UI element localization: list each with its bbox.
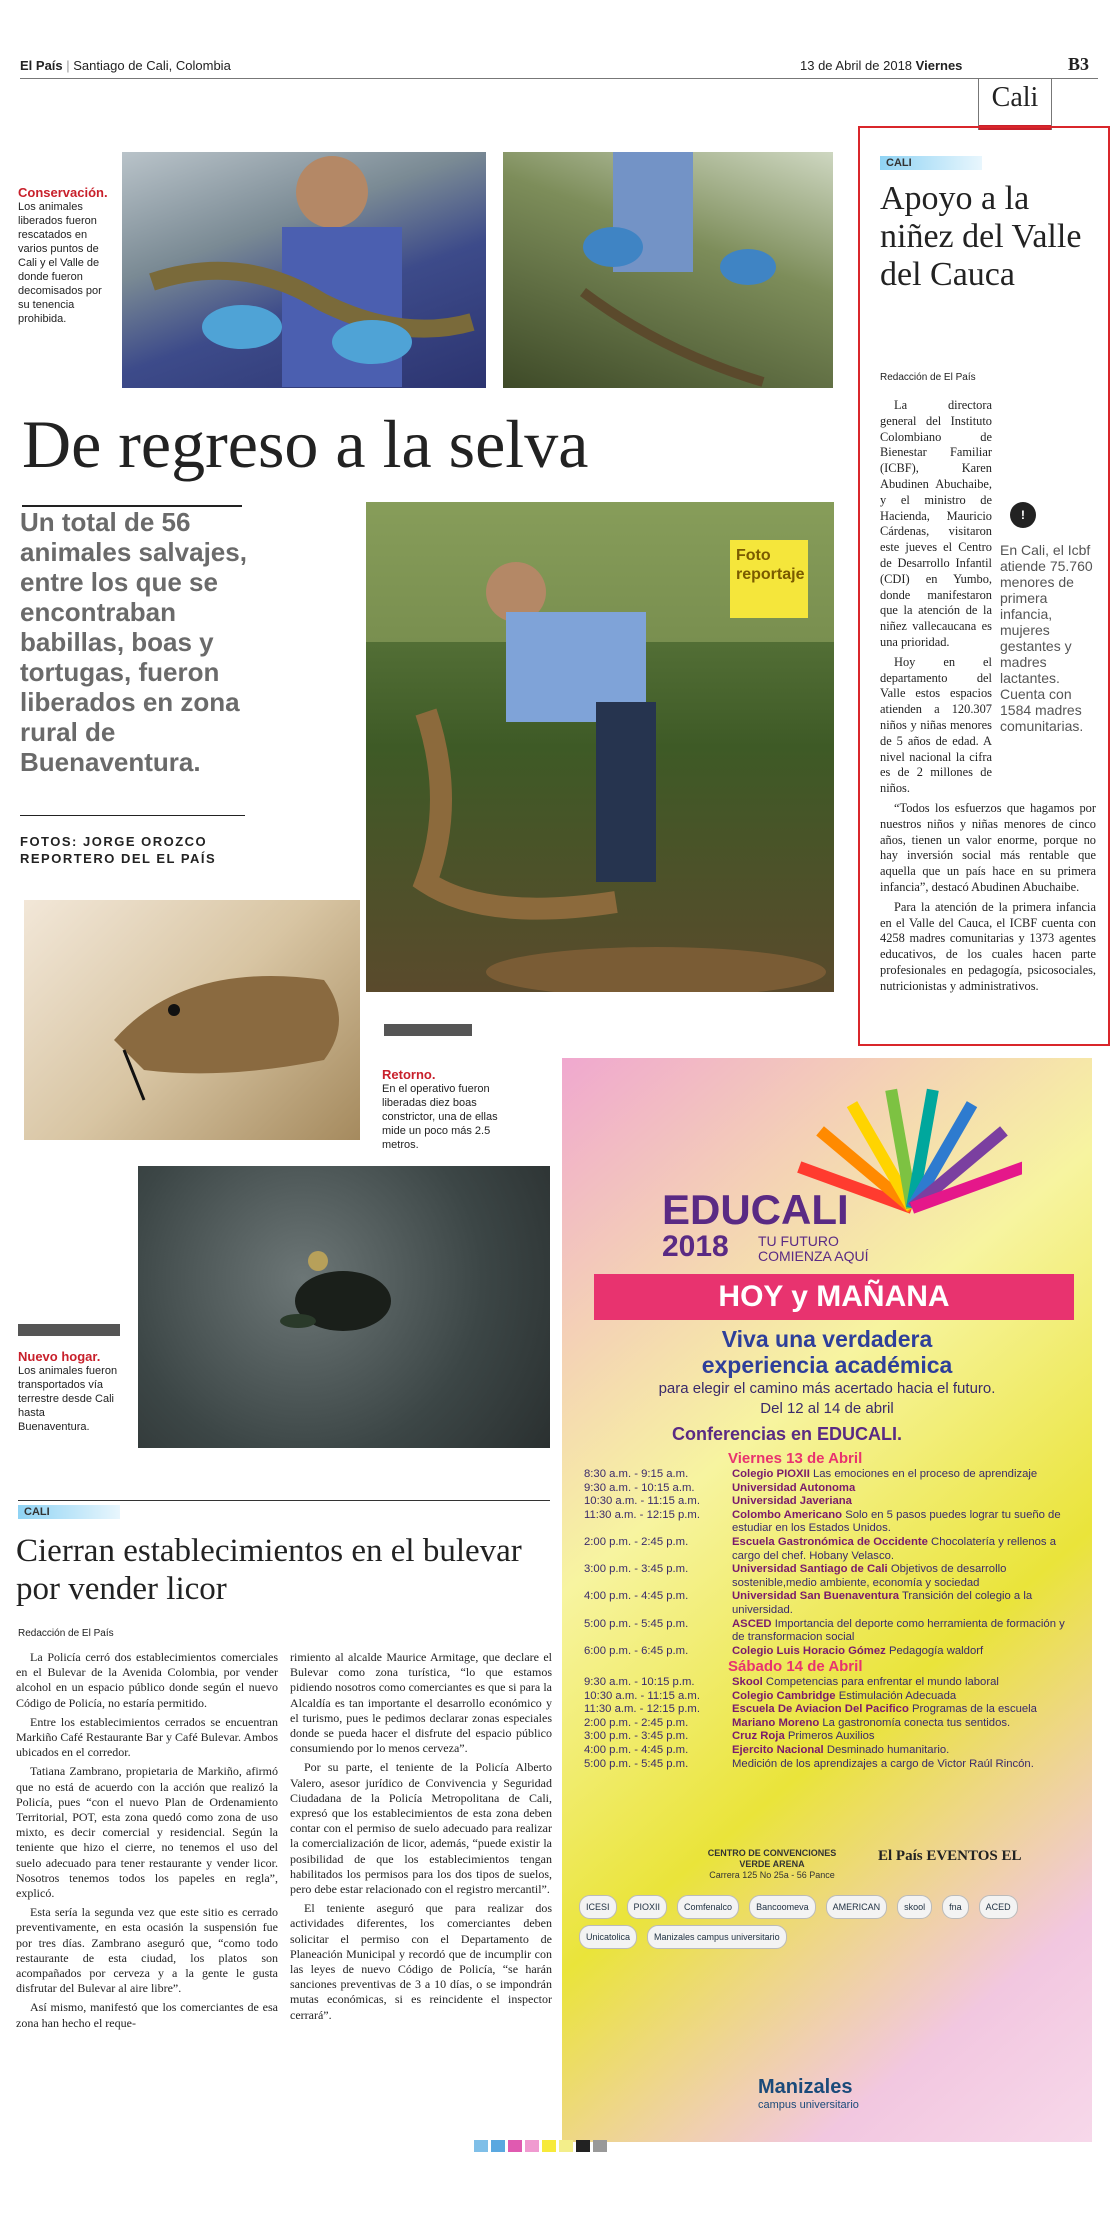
ad-tagline-2: COMIENZA AQUÍ xyxy=(758,1248,869,1264)
photo-story-title: De regreso a la selva xyxy=(22,406,589,482)
schedule-row xyxy=(584,1509,1074,1536)
schedule-time: 9:30 a.m. - 10:15 a.m. xyxy=(584,1481,695,1494)
article-paragraph: rimiento al alcalde Maurice Armitage, que declare el Bulevar como zona turística, “lo que estamos pidiendo nosotros como comerciantes es que si para la Alcaldía es tan importante el desarrollo económico y el turismo, pues le pedimos declarar zonas especiales donde se pueda hacer el disfrute del espacio público consumiendo por lo menos cerveza”. xyxy=(290,1650,552,1756)
sidebar-byline: Redacción de El País xyxy=(880,372,976,383)
sidebar-article xyxy=(858,126,1110,1046)
sponsor-logo: ICESI xyxy=(579,1895,617,1919)
ad-tagline xyxy=(758,1234,868,1264)
color-registration-strip xyxy=(474,2140,607,2152)
caption-bar-nuevo-hogar xyxy=(18,1324,120,1336)
schedule-text: Las emociones en el proceso de aprendizaje xyxy=(812,1468,1038,1480)
sponsor-logo: ACED xyxy=(979,1895,1018,1919)
sponsor-logo: Comfenalco xyxy=(677,1895,739,1919)
schedule-time: 10:30 a.m. - 11:15 a.m. xyxy=(584,1495,700,1508)
ad-day2: Sábado 14 de Abril xyxy=(728,1658,863,1675)
schedule-time: 11:30 a.m. - 12:15 p.m. xyxy=(584,1703,700,1716)
schedule-org: Colegio PIOXII xyxy=(732,1468,810,1480)
schedule-text: Estimulación Adecuada xyxy=(838,1689,957,1702)
ad-conf-title: Conferencias en EDUCALI. xyxy=(672,1424,903,1444)
sidebar-paragraph: La directora general del Instituto Colombiano de Bienestar Familiar (ICBF), Karen Abudinen Abuchaibe, y el ministro de Hacienda, Mauricio Cárdenas, visitaron este jueves el Centro de Desarrollo Infantil (CDI) en Yumbo, donde manifestaron que la atención de la niñez vallecaucana es una prioridad. xyxy=(880,398,992,649)
swatch-black xyxy=(576,2140,590,2152)
bottom-article-rule xyxy=(18,1500,550,1501)
schedule-time: 11:30 a.m. - 12:15 p.m. xyxy=(584,1508,700,1521)
swatch-grey xyxy=(593,2140,607,2152)
schedule-time: 8:30 a.m. - 9:15 a.m. xyxy=(584,1468,689,1480)
schedule-org: Mariano Moreno xyxy=(732,1716,820,1729)
schedule-row xyxy=(584,1758,1074,1772)
caption-title: Retorno. xyxy=(382,1067,436,1082)
schedule-row xyxy=(584,1482,1074,1496)
sponsor-logo: fna xyxy=(942,1895,969,1919)
bottom-article-col1 xyxy=(16,1650,278,2035)
article-paragraph: Tatiana Zambrano, propietaria de Markiño, afirmó que no está de acuerdo con la acción que realizó la Policía, pues “con el nuevo Plan de Ordenamiento Territorial, POT, esta zona quedó como zona de uso mixto, es decir comercial y residencial. Según la teniente que hizo el cierre, no tenemos el uso del suelo adecuado para tener restaurante y vender licor. Nosotros tenemos todos los papeles en regla”, explicó. xyxy=(16,1764,278,1901)
issue-date: 13 de Abril de 2018 xyxy=(800,58,913,73)
exclamation-icon: ! xyxy=(1010,502,1036,528)
photo-credit-role: REPORTERO DEL EL PAÍS xyxy=(20,851,217,866)
photo-boa-head xyxy=(24,900,360,1140)
sponsor-logo: AMERICAN xyxy=(826,1895,888,1919)
factbox-text: En Cali, el Icbf atiende 75.760 menores de primera infancia, mujeres gestantes y madres lactantes. Cuenta con 1584 madres comunitarias. xyxy=(1000,542,1093,734)
ad-venue xyxy=(692,1848,852,1881)
article-paragraph: Así mismo, manifestó que los comerciantes de esa zona han hecho el reque- xyxy=(16,2000,278,2030)
ad-year: 2018 xyxy=(662,1230,729,1263)
schedule-row xyxy=(584,1536,1074,1563)
schedule-time: 5:00 p.m. - 5:45 p.m. xyxy=(584,1757,689,1770)
issue-weekday: Viernes xyxy=(915,58,963,73)
article-paragraph: El teniente aseguró que para realizar dos actividades diferentes, los comerciantes deben solicitar el permiso con el Departamento de Planeación Municipal y recordó que de incumplir con las leyes de nuevo Código de Policía, “se harán sanciones preventivas de 3 a 10 días, o se impondrán mutas económicas, si es reincidente el inspector cerrará”. xyxy=(290,1901,552,2022)
section-label: Cali xyxy=(991,82,1039,113)
photo-turtle-water xyxy=(138,1166,550,1448)
dateline-city: Santiago de Cali, Colombia xyxy=(73,58,231,73)
caption-bar-retorno xyxy=(384,1024,472,1036)
venue-line-1: CENTRO DE CONVENCIONES xyxy=(707,1848,837,1858)
schedule-row xyxy=(584,1468,1074,1482)
ad-headline-1: Viva una verdadera xyxy=(721,1326,933,1352)
hands-illustration xyxy=(503,152,833,388)
iguana-illustration xyxy=(122,152,486,388)
sidebar-paragraph: Hoy en el departamento del Valle estos espacios atienden a 120.307 niños y niñas menores de 5 años de edad. A nivel nacional la cifra es de 2 millones de niños. xyxy=(880,654,992,796)
schedule-row xyxy=(584,1703,1074,1717)
schedule-org: Universidad Autonoma xyxy=(732,1481,856,1494)
ad-day1-schedule xyxy=(584,1468,1074,1658)
sidebar-title: Apoyo a la niñez del Valle del Cauca xyxy=(880,180,1082,293)
schedule-text: Importancia del deporte como herramienta de formación y de transformacion social xyxy=(732,1617,1065,1644)
photo-story-subtitle: Un total de 56 animales salvajes, entre los que se encontraban babillas, boas y tortugas, fueron liberados en zona rural de Buenaventura. xyxy=(20,507,247,777)
swatch-pink xyxy=(525,2140,539,2152)
schedule-time: 3:00 p.m. - 3:45 p.m. xyxy=(584,1563,689,1576)
ad-headline-2: experiencia académica xyxy=(701,1352,953,1378)
schedule-time: 6:00 p.m. - 6:45 p.m. xyxy=(584,1644,689,1657)
swatch-blue xyxy=(491,2140,505,2152)
swatch-magenta xyxy=(508,2140,522,2152)
photo-credit xyxy=(20,833,216,867)
bottom-article-col2 xyxy=(290,1650,552,2027)
schedule-time: 4:00 p.m. - 4:45 p.m. xyxy=(584,1743,689,1756)
schedule-row xyxy=(584,1730,1074,1744)
schedule-org: ASCED xyxy=(732,1617,772,1630)
schedule-org: Colegio Cambridge xyxy=(732,1689,836,1702)
ad-day2-schedule xyxy=(584,1676,1074,1771)
bottom-article-tag: CALI xyxy=(18,1505,120,1519)
schedule-text: Transición del colegio a la universidad. xyxy=(732,1590,1033,1616)
caption-nuevo-hogar xyxy=(18,1350,118,1434)
schedule-time: 10:30 a.m. - 11:15 a.m. xyxy=(584,1689,700,1702)
schedule-org: Universidad San Buenaventura xyxy=(732,1590,899,1603)
schedule-time: 5:00 p.m. - 5:45 p.m. xyxy=(584,1617,689,1630)
schedule-text: Objetivos de desarrollo sostenible,medio ambiente, economía y sociedad xyxy=(732,1563,1007,1589)
ad-tagline-1: TU FUTURO xyxy=(758,1233,839,1249)
schedule-text: Programas de la escuela xyxy=(912,1703,1037,1716)
schedule-text: Medición de los aprendizajes a cargo de Victor Raúl Rincón. xyxy=(732,1757,1034,1770)
credit-rule xyxy=(20,815,245,816)
schedule-org: Escuela Gastronómica de Occidente xyxy=(732,1535,928,1548)
schedule-row xyxy=(584,1645,1074,1659)
page-header-right xyxy=(800,58,962,73)
schedule-row xyxy=(584,1690,1074,1704)
sponsor-logo: Manizales campus universitario xyxy=(647,1925,787,1949)
article-paragraph: Esta sería la segunda vez que este sitio es cerrado preventivamente, en esta ocasión la suspensión fue por tres días. Zambrano aseguró que, “como todo restaurante de esta ciudad, los platos son acompañados por cerveza y a la gente le gusta disfrutar del Bulevar al aire libre”. xyxy=(16,1905,278,1996)
schedule-text: Competencias para enfrentar el mundo laboral xyxy=(765,1676,999,1688)
educali-ad xyxy=(562,1058,1092,2142)
bottom-article-title: Cierran establecimientos en el bulevar por vender licor xyxy=(16,1533,522,1607)
schedule-text: Pedagogía waldorf xyxy=(888,1644,984,1657)
schedule-org: Universidad Javeriana xyxy=(732,1495,852,1508)
sidebar-paragraph: Para la atención de la primera infancia en el Valle del Cauca, el ICBF cuenta con 4258 madres comunitarias y 1373 agentes educativos, de los cuales hacen parte profesionales en pedagogía, psicosociales, nutricionistas y administrativos. xyxy=(880,899,1096,993)
photo-release-ground xyxy=(503,152,833,388)
bottom-article-byline: Redacción de El País xyxy=(18,1628,114,1639)
article-paragraph: Entre los establecimientos cerrados se encuentran Markiño Café Restaurante Bar y Café Bulevar. Ambos ubicados en el corredor. xyxy=(16,1714,278,1760)
sidebar-paragraph: “Todos los esfuerzos que hagamos por nuestros niños y niñas menores de cinco años, tienen un valor enorme, porque no hay inversión social más rentable que aquella que un país hace en su primera infancia”, destacó Abudinen Abuchaibe. xyxy=(880,800,1096,894)
schedule-row xyxy=(584,1618,1074,1645)
ad-banner: HOY y MAÑANA xyxy=(594,1274,1074,1320)
schedule-time: 9:30 a.m. - 10:15 p.m. xyxy=(584,1676,695,1688)
venue-line-2: VERDE ARENA xyxy=(739,1859,805,1869)
schedule-row xyxy=(584,1676,1074,1690)
sponsor-logo: skool xyxy=(897,1895,932,1919)
swatch-yellow xyxy=(542,2140,556,2152)
ad-sub: para elegir el camino más acertado hacia el futuro. xyxy=(658,1380,996,1397)
caption-title: Nuevo hogar. xyxy=(18,1349,101,1364)
sponsor-logo: Unicatolica xyxy=(579,1925,637,1949)
page-number: B3 xyxy=(1068,54,1090,74)
article-paragraph: La Policía cerró dos establecimientos comerciales en el Bulevar de la Avenida Colombia, por vender alcohol en un espacio público donde según el nuevo Código de Policía, no estaría permitido. xyxy=(16,1650,278,1710)
newspaper-name: El País xyxy=(20,58,63,73)
schedule-org: Escuela De Aviacion Del Pacifico xyxy=(732,1703,909,1716)
schedule-row xyxy=(584,1563,1074,1590)
ad-brand: EDUCALI xyxy=(662,1186,849,1233)
schedule-org: Colombo Americano xyxy=(732,1508,843,1521)
schedule-row xyxy=(584,1744,1074,1758)
article-paragraph: Por su parte, el teniente de la Policía Alberto Valero, asesor jurídico de Convivencia y Seguridad Ciudadana de la Policía Metropolitana de Cali, expresó que los establecimientos de esta zona deben contar con el permiso de suelo adecuado para realizar la comercialización de licor, además, “puede existir la posibilidad de que los establecimientos tengan habilitados los permisos para los dos tipos de suelos, pero debe estar relacionado con el registro mercantil”. xyxy=(290,1760,552,1897)
schedule-org: Colegio Luis Horacio Gómez xyxy=(732,1644,886,1657)
ad-organizer: El País EVENTOS EL xyxy=(878,1848,1022,1864)
sidebar-factbox xyxy=(1000,502,1096,782)
caption-text: En el operativo fueron liberadas diez boas constrictor, una de ellas mide un poco más 2.5 metros. xyxy=(382,1083,498,1151)
manizales-sub: campus universitario xyxy=(758,2099,859,2111)
schedule-time: 2:00 p.m. - 2:45 p.m. xyxy=(584,1535,689,1548)
schedule-org: Cruz Roja xyxy=(732,1730,785,1743)
ad-day1: Viernes 13 de Abril xyxy=(728,1450,863,1467)
header-rule xyxy=(20,78,1098,79)
ad-headline xyxy=(562,1326,1092,1378)
caption-text: Los animales fueron transportados vía terrestre desde Cali hasta Buenaventura. xyxy=(18,1365,118,1433)
sponsor-logos xyxy=(576,1892,1076,1952)
schedule-row xyxy=(584,1590,1074,1617)
schedule-text: Chocolatería y rellenos a cargo del chef. Hobany Velasco. xyxy=(732,1535,1056,1562)
schedule-org: Universidad Santiago de Cali xyxy=(732,1563,888,1576)
sponsor-logo: Bancoomeva xyxy=(749,1895,816,1919)
schedule-text: La gastronomía conecta tus sentidos. xyxy=(822,1716,1011,1729)
schedule-text: Primeros Auxilios xyxy=(787,1730,875,1743)
sponsor-logo: PIOXII xyxy=(627,1895,668,1919)
schedule-row xyxy=(584,1717,1074,1731)
schedule-org: Skool xyxy=(732,1676,763,1688)
venue-address: Carrera 125 No 25a - 56 Pance xyxy=(709,1870,835,1880)
photo-credit-name: FOTOS: JORGE OROZCO xyxy=(20,834,208,849)
sidebar-tag: CALI xyxy=(880,156,982,170)
section-box xyxy=(978,78,1052,130)
page-header-left: El País | Santiago de Cali, Colombia xyxy=(20,58,231,73)
schedule-time: 3:00 p.m. - 3:45 p.m. xyxy=(584,1730,689,1743)
photo-man-iguana xyxy=(122,152,486,388)
caption-retorno xyxy=(382,1068,510,1152)
schedule-time: 2:00 p.m. - 2:45 p.m. xyxy=(584,1716,689,1729)
ad-manizales xyxy=(758,2076,859,2111)
swatch-light-yellow xyxy=(559,2140,573,2152)
schedule-row xyxy=(584,1495,1074,1509)
boa-head-illustration xyxy=(24,900,360,1140)
schedule-text: Solo en 5 pasos puedes lograr tu sueño de estudiar en los Estados Unidos. xyxy=(732,1508,1061,1535)
caption-conservacion xyxy=(18,186,114,326)
caption-title: Conservación. xyxy=(18,185,108,200)
foto-reportaje-tag: Foto reportaje xyxy=(730,540,808,618)
schedule-time: 4:00 p.m. - 4:45 p.m. xyxy=(584,1590,689,1603)
schedule-org: Ejercito Nacional xyxy=(732,1743,824,1756)
turtle-illustration xyxy=(138,1166,550,1448)
sidebar-body xyxy=(880,398,1096,998)
caption-text: Los animales liberados fueron rescatados en varios puntos de Cali y el Valle de donde fueron decomisados por su tenencia prohibida. xyxy=(18,201,102,325)
swatch-cyan xyxy=(474,2140,488,2152)
manizales-name: Manizales xyxy=(758,2076,853,2098)
schedule-text: Desminado humanitario. xyxy=(826,1743,950,1756)
ad-dates: Del 12 al 14 de abril xyxy=(760,1400,894,1417)
